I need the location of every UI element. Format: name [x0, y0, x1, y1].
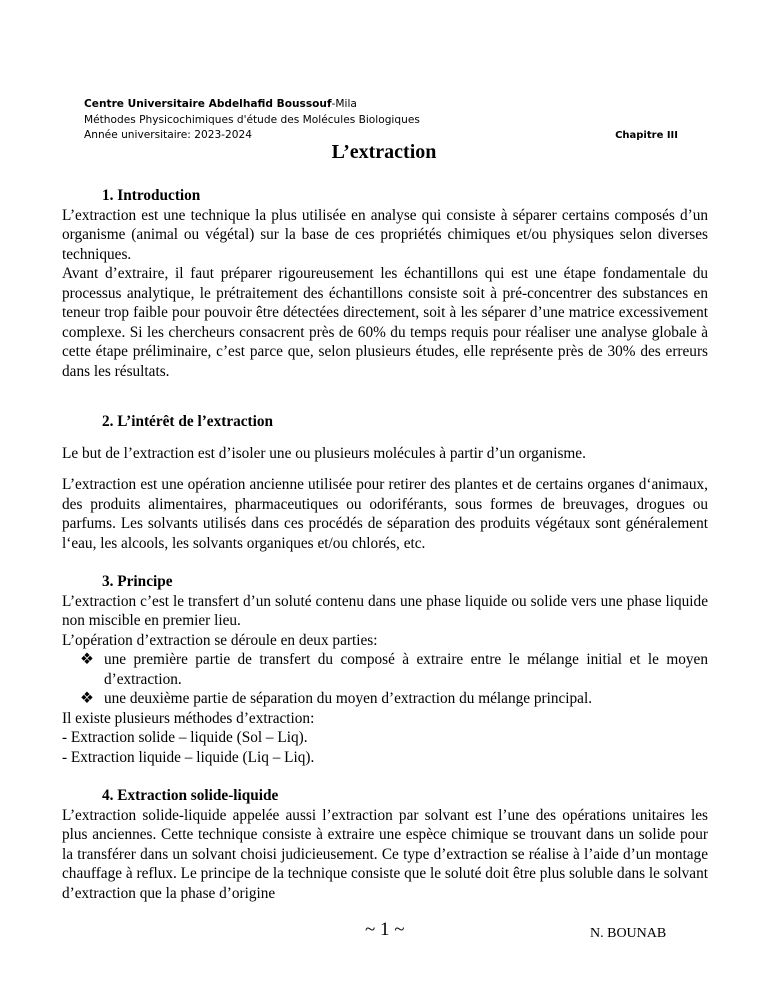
- academic-year: Année universitaire: 2023-2024: [84, 129, 252, 141]
- paragraph: L’extraction est une technique la plus utilisée en analyse qui consiste à séparer certains composés d’un organisme (animal ou végétal) sur la base de ces propriétés chimiques et/ou physiques selon diverses techniques.: [62, 206, 708, 263]
- list-item: ❖ une première partie de transfert du composé à extraire entre le mélange initial et le moyen d’extraction.: [80, 651, 708, 688]
- institution-name: Centre Universitaire Abdelhafid Boussouf: [84, 98, 332, 110]
- paragraph: L’extraction solide-liquide appelée aussi l’extraction par solvant est l’une des opérations unitaires les plus anciennes. Cette technique consiste à extraire une espèce chimique se trouvant dans un solide pour la transférer dans un solvant choisi judicieusement. Ce type d’extraction se réalise à l’aide d’un montage chauffage à reflux. Le principe de la technique consiste que le soluté doit être plus soluble dans le solvant d’extraction que la phase d’origine: [62, 806, 708, 902]
- section-heading: 1. Introduction: [102, 187, 201, 204]
- author-name: N. BOUNAB: [590, 926, 667, 941]
- diamond-bullet-icon: ❖: [80, 690, 94, 707]
- paragraph: - Extraction solide – liquide (Sol – Liq).: [62, 729, 308, 746]
- section-heading: 3. Principe: [102, 573, 173, 590]
- paragraph: - Extraction liquide – liquide (Liq – Liq).: [62, 748, 315, 766]
- course-name: Méthodes Physicochimiques d'étude des Molécules Biologiques: [84, 113, 420, 126]
- page-number: ~ 1 ~: [365, 919, 405, 940]
- diamond-bullet-icon: ❖: [80, 651, 94, 668]
- list-item: ❖ une deuxième partie de séparation du moyen d’extraction du mélange principal.: [80, 690, 593, 707]
- paragraph: Avant d’extraire, il faut préparer rigoureusement les échantillons qui est une étape fondamentale du processus analytique, le prétraitement des échantillons consiste soit à pré-concentrer des substances en teneur trop faible pour pouvoir être détectées directement, soit à les séparer d’une matrice excessivement complexe. Si les chercheurs consacrent près de 60% du temps requis pour réaliser une analyse globale à cette étape préliminaire, c’est parce que, selon plusieurs études, elle représente près de 30% des erreurs dans les résultats.: [62, 265, 708, 380]
- bullet-list: [62, 650, 708, 709]
- paragraph: L’extraction est une opération ancienne utilisée pour retirer des plantes et de certains organes d‘animaux, des produits alimentaires, pharmaceutiques ou odoriférants, sous formes de breuvages, drogues ou parfums. Les solvants utilisés dans ces procédés de séparation des produits végétaux sont généralement l‘eau, les alcools, les solvants organiques et/ou chlorés, etc.: [62, 476, 708, 552]
- paragraph: Le but de l’extraction est d’isoler une ou plusieurs molécules à partir d’un organisme.: [62, 444, 586, 462]
- paragraph: L’opération d’extraction se déroule en deux parties:: [62, 631, 378, 649]
- page-title: L’extraction: [331, 141, 437, 163]
- institution-city: -Mila: [331, 98, 357, 110]
- document-body: [62, 186, 708, 903]
- section-heading: 2. L’intérêt de l’extraction: [102, 413, 274, 430]
- paragraph: L’extraction c’est le transfert d’un soluté contenu dans une phase liquide ou solide vers une phase liquide non miscible en premier lieu.: [62, 592, 708, 629]
- chapter-label: Chapitre III: [615, 130, 678, 141]
- paragraph: Il existe plusieurs méthodes d’extraction:: [62, 709, 315, 727]
- page-header: [84, 97, 678, 144]
- section-heading: 4. Extraction solide-liquide: [102, 787, 279, 804]
